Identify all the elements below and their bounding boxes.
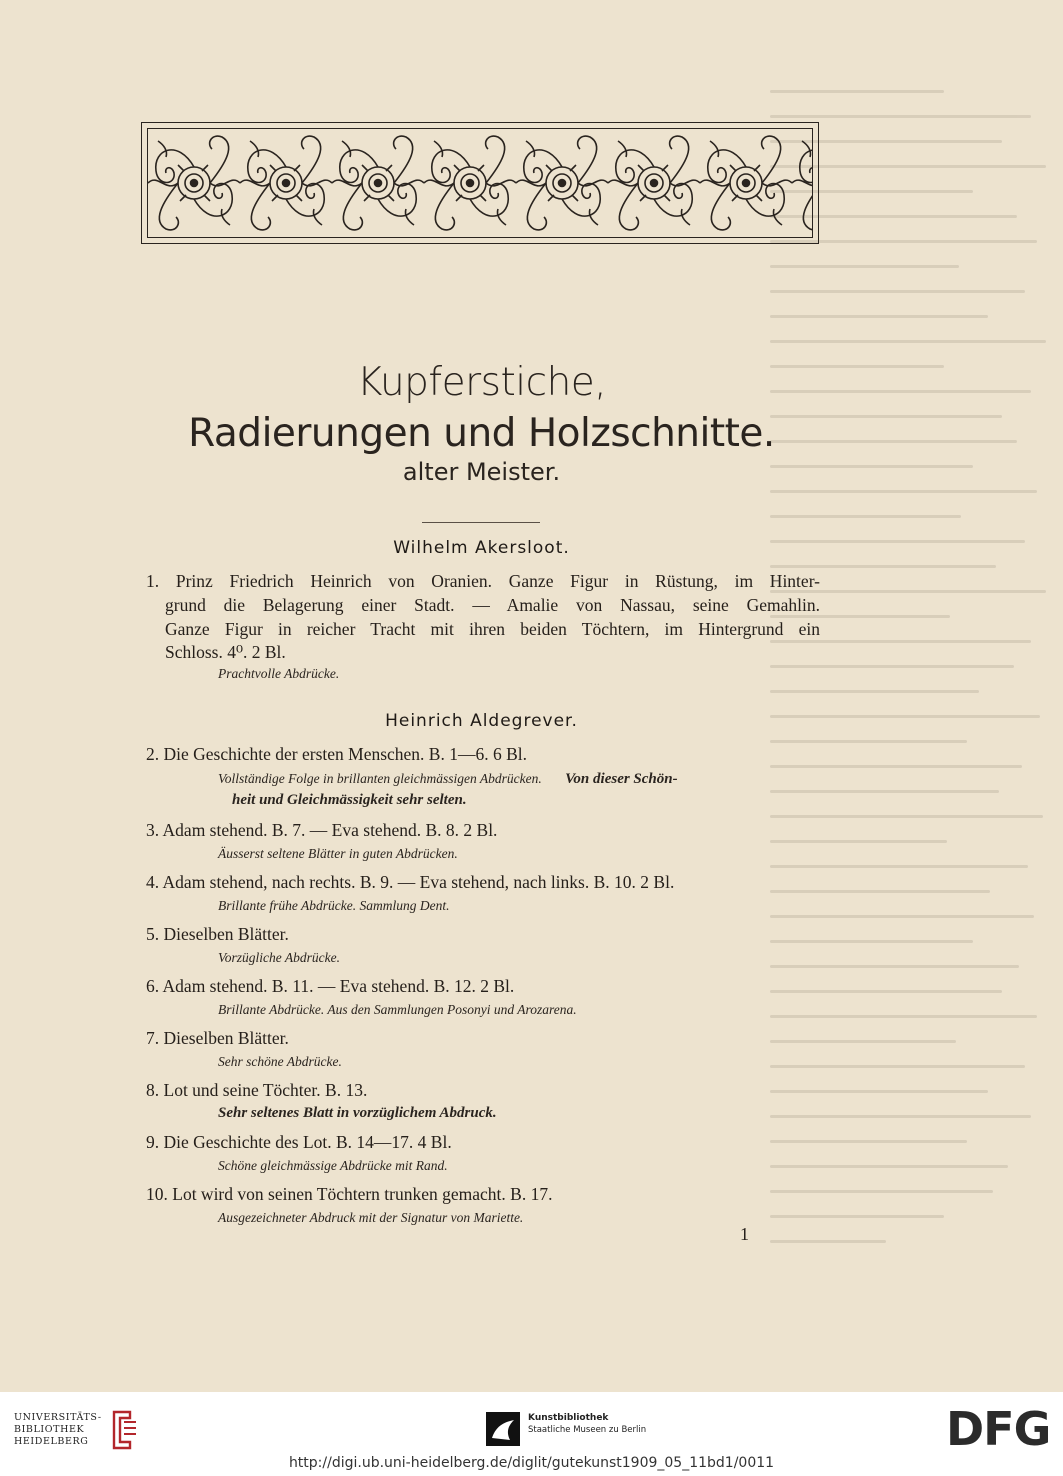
entry-1-line-1: 1. Prinz Friedrich Heinrich von Oranien. Ganze Figur in Rüstung, im Hinter- <box>146 571 820 591</box>
entry-6-note: Brillante Abdrücke. Aus den Sammlungen Posonyi und Arozarena. <box>218 1002 577 1017</box>
entry-8-note: Sehr seltenes Blatt in vorzüglichem Abdruck. <box>218 1105 497 1121</box>
entry-8-title: 8. Lot und seine Töchter. B. 13. <box>146 1080 368 1100</box>
entry-5-title: 5. Dieselben Blätter. <box>146 924 289 944</box>
kunstbibliothek-title: Kunstbibliothek <box>528 1413 609 1423</box>
university-library-logo[interactable] <box>14 1410 138 1450</box>
artist-heading-akersloot: Wilhelm Akersloot. <box>393 538 570 558</box>
artist-heading-aldegrever: Heinrich Aldegrever. <box>385 711 578 731</box>
entry-10-title: 10. Lot wird von seinen Töchtern trunken gemacht. B. 17. <box>146 1184 553 1204</box>
ornamental-header-band <box>141 122 819 244</box>
ub-line-3: HEIDELBERG <box>14 1436 89 1447</box>
entry-10-note: Ausgezeichneter Abdruck mit der Signatur von Mariette. <box>218 1210 524 1225</box>
page-title-line-2: Radierungen und Holzschnitte. <box>188 411 775 456</box>
university-library-wordmark <box>14 1412 102 1448</box>
page-title-line-1: Kupferstiche, <box>356 360 607 405</box>
entry-2-note-part-b: Von dieser Schön- <box>565 771 678 787</box>
entry-6-title: 6. Adam stehend. B. 11. — Eva stehend. B. 12. 2 Bl. <box>146 976 515 996</box>
kunstbibliothek-subtitle: Staatliche Museen zu Berlin <box>528 1425 647 1435</box>
kunstbibliothek-logo[interactable] <box>486 1412 646 1446</box>
university-library-icon <box>108 1410 138 1450</box>
entry-4-title: 4. Adam stehend, nach rechts. B. 9. — Eva stehend, nach links. B. 10. 2 Bl. <box>146 872 675 892</box>
kunstbibliothek-icon <box>486 1412 520 1446</box>
entry-3-note: Äusserst seltene Blätter in guten Abdrücken. <box>218 846 458 861</box>
entry-2-note-continued: heit und Gleichmässigkeit sehr selten. <box>232 792 467 808</box>
bleed-through-shadow <box>770 90 1060 1240</box>
entry-2-note <box>218 771 678 788</box>
entry-7-note: Sehr schöne Abdrücke. <box>218 1054 342 1069</box>
kunstbibliothek-wordmark <box>528 1412 646 1436</box>
title-divider <box>422 522 540 523</box>
page-number: 1 <box>740 1224 749 1244</box>
dfg-logo[interactable]: DFG <box>946 1402 1051 1456</box>
page-subtitle: alter Meister. <box>402 458 561 486</box>
ornament-scrollwork-icon <box>148 129 812 237</box>
entry-1-line-3: Ganze Figur in reicher Tracht mit ihren beiden Töchtern, im Hintergrund ein <box>165 619 820 639</box>
entry-2-note-part-a: Vollständige Folge in brillanten gleichmässigen Abdrücken. <box>218 771 542 786</box>
entry-7-title: 7. Dieselben Blätter. <box>146 1028 289 1048</box>
entry-4-note: Brillante frühe Abdrücke. Sammlung Dent. <box>218 898 450 913</box>
entry-1-line-2: grund die Belagerung einer Stadt. — Amalie von Nassau, seine Gemahlin. <box>165 595 820 615</box>
ub-line-1: UNIVERSITÄTS- <box>14 1412 102 1423</box>
entry-3-title: 3. Adam stehend. B. 7. — Eva stehend. B. 8. 2 Bl. <box>146 820 498 840</box>
entry-5-note: Vorzügliche Abdrücke. <box>218 950 340 965</box>
source-url-link[interactable]: http://digi.ub.uni-heidelberg.de/diglit/gutekunst1909_05_11bd1/0011 <box>288 1455 775 1471</box>
entry-2-title: 2. Die Geschichte der ersten Menschen. B. 1—6. 6 Bl. <box>146 744 528 764</box>
ub-line-2: BIBLIOTHEK <box>14 1424 85 1435</box>
digitization-footer <box>0 1392 1063 1476</box>
entry-1-note: Prachtvolle Abdrücke. <box>218 666 340 681</box>
entry-9-note: Schöne gleichmässige Abdrücke mit Rand. <box>218 1158 448 1173</box>
entry-1-line-4: Schloss. 4⁰. 2 Bl. <box>165 642 286 662</box>
entry-9-title: 9. Die Geschichte des Lot. B. 14—17. 4 Bl. <box>146 1132 452 1152</box>
